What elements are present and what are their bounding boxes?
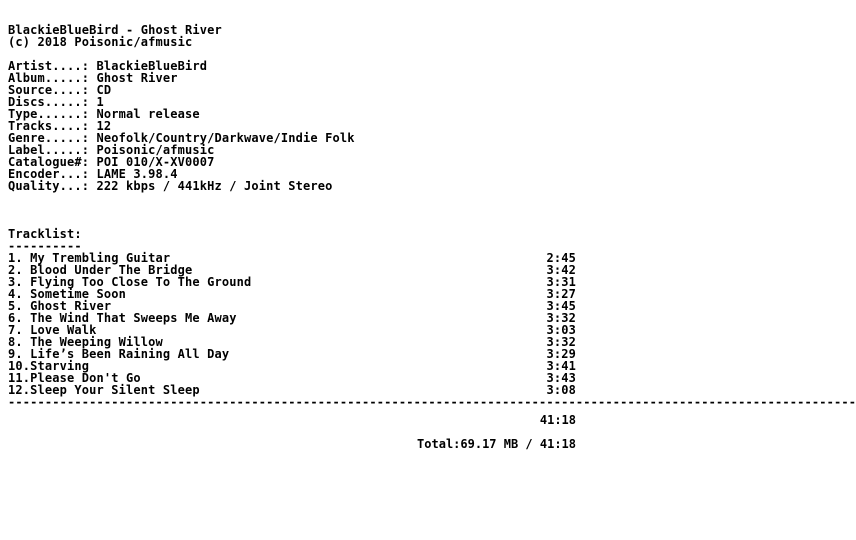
track-title: Love Walk [30,323,97,337]
metadata-value: 1 [96,95,104,109]
track-number: 6. [8,311,31,325]
track-duration: 2:45 [546,251,576,265]
track-number: 5. [8,299,31,313]
metadata-label: Tracks....: [8,119,90,133]
track-number: 7. [8,323,31,337]
metadata-value: CD [96,83,112,97]
track-number: 8. [8,335,31,349]
track-duration: 3:41 [546,359,576,373]
metadata-value: Neofolk/Country/Darkwave/Indie Folk [96,131,355,145]
total-time: 41:18 [539,413,576,427]
track-title: The Wind That Sweeps Me Away [30,311,237,325]
track-number: 12. [8,383,31,397]
metadata-label: Source....: [8,83,90,97]
header-block [8,24,222,48]
metadata-row [8,180,355,192]
total-size-line: Total:69.17 MB / 41:18 [417,437,576,451]
track-title: Starving [30,359,90,373]
metadata-label: Type......: [8,107,90,121]
track-duration: 3:08 [546,383,576,397]
metadata-label: Discs.....: [8,95,90,109]
track-title: Life’s Been Raining All Day [30,347,230,361]
tracklist-heading: Tracklist: [8,227,82,241]
metadata-label: Catalogue#: [8,155,90,169]
metadata-value: BlackieBlueBird [96,59,208,73]
track-duration: 3:29 [546,347,576,361]
metadata-value: Poisonic/afmusic [96,143,215,157]
track-number: 2. [8,263,31,277]
metadata-value: Ghost River [96,71,178,85]
track-title: Sometime Soon [30,287,126,301]
track-duration: 3:43 [546,371,576,385]
track-duration: 3:31 [546,275,576,289]
track-duration: 3:03 [546,323,576,337]
metadata-label: Album.....: [8,71,90,85]
track-title: The Weeping Willow [30,335,163,349]
metadata-value: POI 010/X-XV0007 [96,155,215,169]
metadata-value: Normal release [96,107,200,121]
track-duration: 3:32 [546,311,576,325]
track-number: 11. [8,371,31,385]
metadata-label: Label.....: [8,143,90,157]
track-number: 1. [8,251,31,265]
track-list [8,252,576,396]
track-number: 3. [8,275,31,289]
metadata-label: Encoder...: [8,167,90,181]
track-number: 10. [8,359,31,373]
track-title: Ghost River [30,299,112,313]
track-duration: 3:42 [546,263,576,277]
copyright-line: (c) 2018 Poisonic/afmusic [8,35,193,49]
metadata-block [8,60,355,192]
metadata-value: LAME 3.98.4 [96,167,178,181]
track-title: Please Don't Go [30,371,141,385]
album-title: BlackieBlueBird - Ghost River [8,23,222,37]
track-number: 9. [8,347,31,361]
track-title: My Trembling Guitar [30,251,171,265]
track-title: Blood Under The Bridge [30,263,193,277]
metadata-value: 12 [96,119,112,133]
tracklist-block [8,227,856,451]
track-title: Sleep Your Silent Sleep [30,383,200,397]
track-row [8,348,576,360]
metadata-label: Quality...: [8,179,90,193]
tracklist-underline: ---------- [8,239,82,253]
metadata-value: 222 kbps / 441kHz / Joint Stereo [96,179,333,193]
track-duration: 3:45 [546,299,576,313]
metadata-label: Genre.....: [8,131,90,145]
separator-line: ------------------------------------------------------------------------------------------------------------------- [8,395,856,409]
track-title: Flying Too Close To The Ground [30,275,252,289]
track-number: 4. [8,287,31,301]
track-duration: 3:27 [546,287,576,301]
track-duration: 3:32 [546,335,576,349]
metadata-label: Artist....: [8,59,90,73]
